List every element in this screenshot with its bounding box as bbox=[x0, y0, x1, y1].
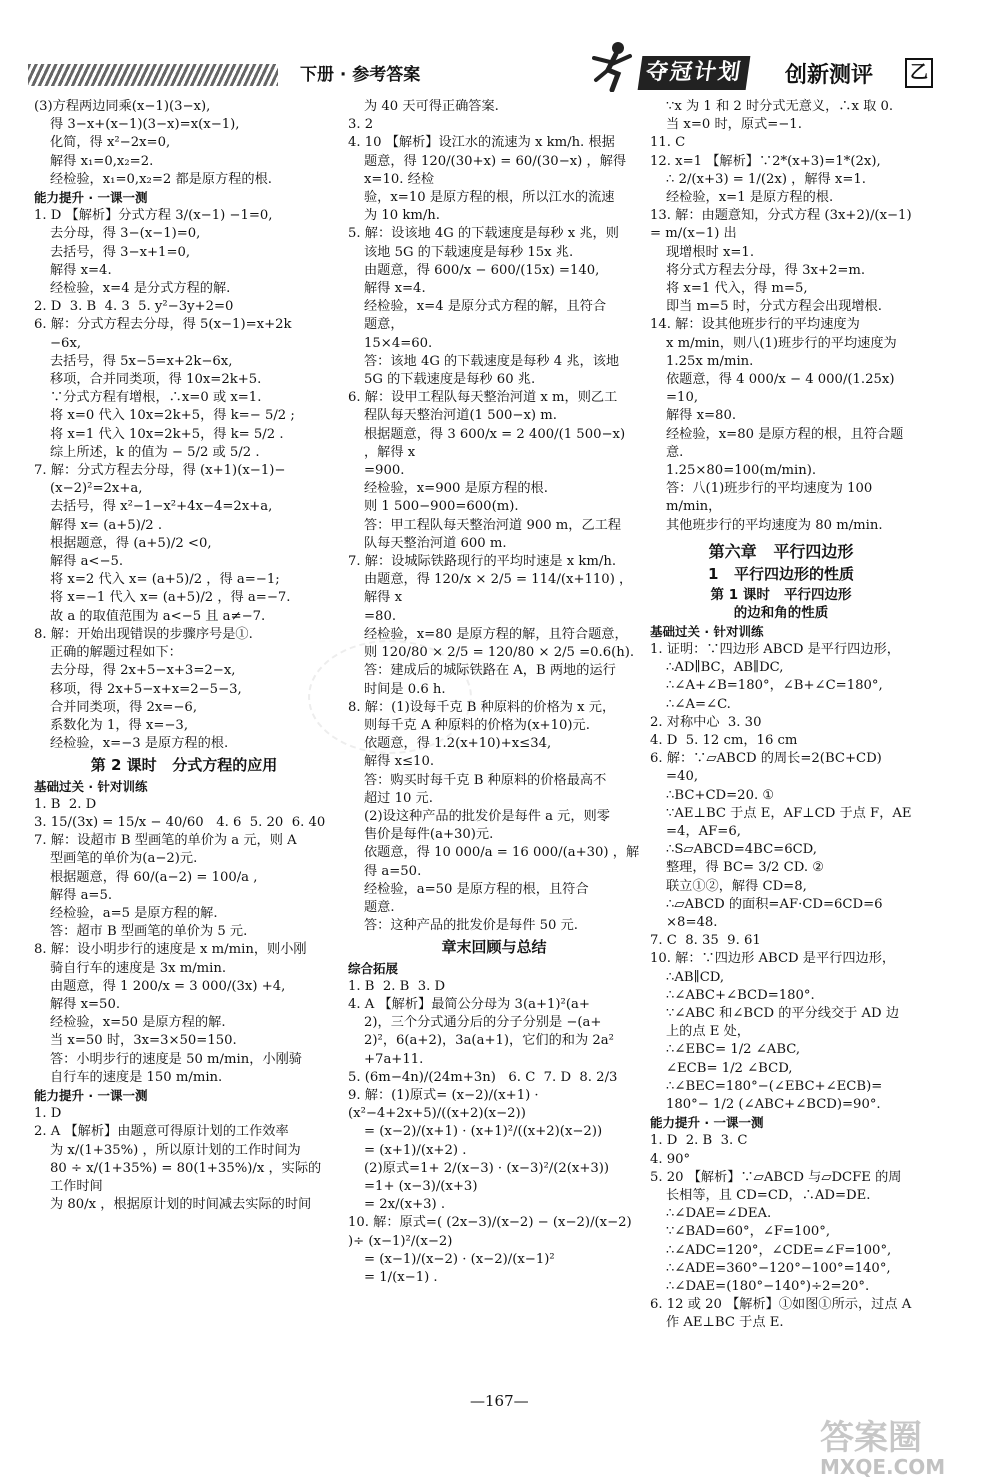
answer-line: 经检验，x=4 是分式方程的解. bbox=[50, 281, 231, 297]
answer-line: 1. D bbox=[34, 1106, 62, 1122]
answer-line: 12. x=1 【解析】∵2*(x+3)=1*(2x), bbox=[650, 153, 881, 169]
lesson-heading: 章末回顾与总结 bbox=[441, 938, 547, 957]
answer-line: ∴∠A=∠C. bbox=[666, 696, 731, 712]
answer-line: 根据题意，得 60/(a−2) = 100/a , bbox=[50, 869, 258, 885]
answer-line: 依题意，得 1.2(x+10)+x≤34, bbox=[364, 736, 552, 752]
answer-line: 依题意，得 10 000/a = 16 000/(a+30) ，解得 a=50. bbox=[364, 845, 640, 879]
answer-line: 则 120/80 × 2/5 = 120/80 × 2/5 =0.6(h). bbox=[364, 645, 635, 661]
answer-line: 队每天整治河道 600 m. bbox=[364, 535, 507, 551]
answer-line: 答：小明步行的速度是 50 m/min，小刚骑 bbox=[50, 1051, 302, 1067]
answer-line: 5. 解：设该地 4G 的下载速度是每秒 x 兆，则 bbox=[348, 226, 619, 242]
answer-line: 180°− 1/2 (∠ABC+∠BCD)=90°. bbox=[666, 1096, 881, 1112]
answer-line: 骑自行车的速度是 3x m/min. bbox=[50, 960, 227, 976]
answer-line: 故 a 的取值范围为 a<−5 且 a≠−7. bbox=[50, 608, 266, 624]
answer-line: 1. D 【解析】分式方程 3/(x−1) −1=0, bbox=[34, 208, 273, 224]
answer-line: = (x−1)/(x−2) · (x−2)/(x−1)² bbox=[364, 1251, 555, 1267]
answer-line: ∴AB∥CD, bbox=[666, 969, 725, 985]
answer-line: 经检验，x₁=0,x₂=2 都是原方程的根. bbox=[50, 171, 272, 187]
answer-line: 解得 x=4. bbox=[50, 262, 112, 278]
answer-line: 11. C bbox=[650, 135, 686, 151]
answer-line: 由题意，得 600/x − 600/(15x) =140, bbox=[364, 262, 600, 278]
answer-line: 7. C 8. 35 9. 61 bbox=[650, 933, 761, 949]
section-heading: 能力提升 · 一课一测 bbox=[650, 1115, 764, 1131]
answer-line: 整理，得 BC= 3/2 CD. ② bbox=[666, 860, 825, 876]
answer-line: 8. 解：开始出现错误的步骤序号是①. bbox=[34, 626, 253, 642]
answer-line: 经检验，x=900 是原方程的根. bbox=[364, 481, 548, 497]
watermark-text: 答案圈 bbox=[820, 1418, 922, 1458]
answer-line: 作 AE⊥BC 于点 E. bbox=[666, 1315, 784, 1331]
answer-line: 去括号，得 3−x+1=0, bbox=[50, 244, 191, 260]
answer-line: 10. 解：∵四边形 ABCD 是平行四边形， bbox=[650, 951, 896, 967]
answer-line: 将分式方程去分母，得 3x+2=m. bbox=[666, 262, 866, 278]
answer-line: 正确的解题过程如下： bbox=[50, 645, 182, 661]
answer-line: 将 x=2 代入 x= (a+5)/2 ，得 a=−1; bbox=[50, 572, 280, 588]
answer-line: 答：购买时每千克 B 种原料的价格最高不 bbox=[364, 772, 607, 788]
answer-line: 2. A 【解析】由题意可得原计划的工作效率 bbox=[34, 1124, 289, 1140]
answer-line: ∵∠BAD=60°，∠F=100°, bbox=[666, 1224, 831, 1240]
page-header bbox=[0, 0, 1000, 92]
answer-line: 为 40 天可得正确答案. bbox=[364, 99, 499, 114]
answer-line: ∴∠DAE=(180°−140°)÷2=20°. bbox=[666, 1279, 870, 1294]
answer-line: x m/min，则八(1)班步行的平均速度为 bbox=[666, 335, 897, 351]
answer-line: 答：这种产品的批发价是每件 50 元. bbox=[364, 918, 578, 934]
answer-line: 80 ÷ x/(1+35%) = 80(1+35%)/x ，实际的工作时间 bbox=[50, 1160, 322, 1194]
answer-line: 经检验，x=80 是原方程的根，且符合题意. bbox=[666, 426, 904, 460]
answer-line: = (x+1)/(x+2) . bbox=[364, 1142, 467, 1158]
answer-line: 经检验，a=50 是原方程的根，且符合 bbox=[364, 881, 589, 897]
answer-line: =4，AF=6, bbox=[666, 823, 741, 839]
answer-line: 答：甲工程队每天整治河道 900 m，乙工程 bbox=[364, 517, 622, 533]
answer-line: 经检验，x=80 是原方程的解，且符合题意， bbox=[364, 626, 628, 642]
lesson-heading: 的边和角的性质 bbox=[733, 605, 829, 622]
answer-line: 得 3−x+(x−1)(3−x)=x(x−1), bbox=[50, 117, 240, 133]
answer-line: ∴∠A+∠B=180°，∠B+∠C=180°, bbox=[666, 678, 883, 694]
answer-line: 1.25x m/min. bbox=[666, 353, 754, 369]
section-heading: 能力提升 · 一课一测 bbox=[34, 190, 148, 206]
answer-line: 10. 解：原式=( (2x−3)/(x−2) − (x−2)/(x−2) )÷ (x−1)²/(x−2) bbox=[348, 1215, 636, 1249]
answer-line: 化简，得 x²−2x=0, bbox=[50, 135, 171, 151]
header-hatch-decoration bbox=[28, 64, 278, 86]
answer-line: 解得 x=80. bbox=[666, 408, 737, 424]
answer-line: 超过 10 元. bbox=[364, 790, 433, 806]
answer-line: 现增根时 x=1. bbox=[666, 244, 755, 260]
answer-line: =900. bbox=[364, 463, 405, 479]
answer-line: −6x, bbox=[50, 335, 82, 351]
answer-line: 1. 证明：∵四边形 ABCD 是平行四边形， bbox=[650, 641, 900, 657]
answer-line: 解得 x≤10. bbox=[364, 754, 435, 770]
answer-column-middle bbox=[348, 98, 640, 1287]
answer-line: ∵x 为 1 和 2 时分式无意义，∴x 取 0. bbox=[666, 99, 894, 114]
answer-line: (2)原式=1+ 2/(x−3) · (x−3)²/(2(x+3)) bbox=[364, 1160, 610, 1176]
answer-line: 根据题意，得 3 600/x = 2 400/(1 500−x) ，解得 x bbox=[364, 426, 630, 460]
answer-line: 2. 对称中心 3. 30 bbox=[650, 714, 762, 730]
answer-line: 答：超市 B 型画笔的单价为 5 元. bbox=[50, 924, 248, 940]
answer-line: 上的点 E 处， bbox=[666, 1024, 750, 1040]
answer-line: 其他班步行的平均速度为 80 m/min. bbox=[666, 517, 883, 533]
runner-logo-icon bbox=[588, 40, 638, 92]
answer-line: ∴∠BEC=180°−(∠EBC+∠ECB)= bbox=[666, 1078, 883, 1094]
answer-line: 题意. bbox=[364, 899, 395, 915]
answer-line: 将 x=1 代入，得 m=5, bbox=[666, 281, 808, 297]
chapter-heading: 第六章 平行四边形 bbox=[708, 541, 854, 561]
lesson-heading: 1 平行四边形的性质 bbox=[707, 565, 855, 584]
answer-line: 题意，得 120/(30+x) = 60/(30−x) ，解得 x=10. 经检 bbox=[364, 153, 631, 187]
answer-line: 当 x=0 时，原式=−1. bbox=[666, 117, 802, 133]
answer-line: 解得 a<−5. bbox=[50, 554, 124, 570]
answer-line: 程队每天整治河道(1 500−x) m. bbox=[364, 408, 557, 424]
answer-line: ∵AE⊥BC 于点 E，AF⊥CD 于点 F，AE bbox=[666, 805, 912, 821]
answer-line: 该地 5G 的下载速度是每秒 15x 兆. bbox=[364, 244, 574, 260]
answer-line: 经检验，x=4 是原分式方程的解，且符合 bbox=[364, 299, 607, 315]
answer-line: 自行车的速度是 150 m/min. bbox=[50, 1069, 223, 1085]
answer-line: 5G 的下载速度是每秒 60 兆. bbox=[364, 372, 536, 388]
answer-line: 综上所述，k 的值为 − 5/2 或 5/2 . bbox=[50, 444, 260, 460]
section-heading: 基础过关 · 针对训练 bbox=[34, 778, 148, 794]
answer-line: 1. B 2. D bbox=[34, 796, 97, 812]
answer-column-left bbox=[34, 98, 334, 1214]
answer-line: 2)，三个分式通分后的分子分别是 −(a+ bbox=[364, 1015, 602, 1031]
answer-line: 为 x/(1+35%) ，所以原计划的工作时间为 bbox=[50, 1142, 301, 1158]
answer-line: 7. 解：设超市 B 型画笔的单价为 a 元，则 A bbox=[34, 833, 297, 849]
answer-line: 验，x=10 是原方程的根，所以江水的流速 bbox=[364, 190, 615, 206]
watermark-url: MXQE.COM bbox=[820, 1455, 946, 1479]
answer-line: 3. 2 bbox=[348, 117, 374, 133]
answer-line: 14. 解：设其他班步行的平均速度为 bbox=[650, 317, 860, 333]
header-title: 下册 · 参考答案 bbox=[300, 65, 421, 85]
answer-line: 解得 x=50. bbox=[50, 996, 121, 1012]
answer-line: 为 80/x ，根据原计划的时间减去实际的时间 bbox=[50, 1197, 312, 1213]
answer-line: 即当 m=5 时，分式方程会出现增根. bbox=[666, 299, 882, 315]
answer-line: 型画笔的单价为(a−2)元. bbox=[50, 851, 198, 867]
grade-badge: 乙 bbox=[905, 58, 933, 88]
answer-line: 合并同类项，得 2x=−6, bbox=[50, 699, 198, 715]
answer-line: 题意， bbox=[364, 317, 404, 333]
answer-line: ∴∠ADE=360°−120°−100°=140°, bbox=[666, 1260, 891, 1276]
answer-line: 将 x=−1 代入 x= (a+5)/2 ，得 a=−7. bbox=[50, 590, 291, 606]
answer-line: = (x−2)/(x+1) · (x+1)²/((x+2)(x−2)) bbox=[364, 1124, 603, 1140]
lesson-heading: 第 1 课时 平行四边形 bbox=[710, 587, 852, 604]
answer-line: 解得 x₁=0,x₂=2. bbox=[50, 153, 154, 169]
series-name: 创新测评 bbox=[785, 63, 874, 88]
answer-line: 依题意，得 4 000/x − 4 000/(1.25x) =10, bbox=[666, 372, 899, 406]
answer-line: 长相等，且 CD=CD，∴AD=DE. bbox=[666, 1187, 871, 1203]
answer-line: 根据题意，得 (a+5)/2 <0, bbox=[50, 535, 212, 551]
brand-logo: 夺冠计划 bbox=[638, 56, 751, 90]
answer-line: 则 1 500−900=600(m). bbox=[364, 499, 519, 515]
answer-line: 去分母，得 3−(x−1)=0, bbox=[50, 226, 201, 242]
answer-line: ∵∠ABC 和∠BCD 的平分线交于 AD 边 bbox=[666, 1005, 900, 1021]
answer-line: 经检验，x=50 是原方程的解. bbox=[50, 1015, 226, 1031]
answer-line: = 1/(x−1) . bbox=[364, 1270, 438, 1285]
answer-line: ∴ 2/(x+3) = 1/(2x) ，解得 x=1. bbox=[666, 171, 866, 187]
answer-line: 移项，合并同类项，得 10x=2k+5. bbox=[50, 372, 262, 388]
answer-line: ∴BC+CD=20. ① bbox=[666, 787, 775, 803]
answer-line: 3. 15/(3x) = 15/x − 40/60 4. 6 5. 20 6. 40 bbox=[34, 814, 326, 830]
answer-line: 去分母，得 2x+5−x+3=2−x, bbox=[50, 663, 236, 679]
answer-line: 6. 解：分式方程去分母，得 5(x−1)=x+2k bbox=[34, 317, 292, 333]
answer-line: 1. B 2. B 3. D bbox=[348, 978, 446, 994]
answer-line: ∴AD∥BC，AB∥DC, bbox=[666, 660, 784, 676]
answer-line: (3)方程两边同乘(x−1)(3−x), bbox=[34, 99, 211, 114]
answer-line: ∴S▱ABCD=4BC=6CD, bbox=[666, 842, 817, 858]
answer-line: ∴∠ADC=120°，∠CDE=∠F=100°, bbox=[666, 1242, 892, 1258]
answer-line: 6. 解：∵▱ABCD 的周长=2(BC+CD) bbox=[650, 751, 882, 767]
answer-line: =80. bbox=[364, 608, 397, 624]
answer-line: 2)²，6(a+2)，3a(a+1)，它们的和为 2a² bbox=[364, 1033, 614, 1049]
answer-line: 解得 a=5. bbox=[50, 887, 113, 903]
section-heading: 基础过关 · 针对训练 bbox=[650, 623, 764, 639]
answer-line: +7a+11. bbox=[364, 1051, 424, 1067]
answer-line: 为 10 km/h. bbox=[364, 208, 440, 224]
answer-line: ×8=48. bbox=[666, 914, 718, 930]
answer-line: 9. 解：(1)原式= (x−2)/(x+1) · (x²−4+2x+5)/((x+2)(x−2)) bbox=[348, 1087, 543, 1122]
answer-line: 将 x=1 代入 10x=2k+5，得 k= 5/2 . bbox=[50, 426, 284, 442]
answer-line: 5. 20 【解析】∵▱ABCD 与▱DCFE 的周 bbox=[650, 1169, 902, 1185]
answer-line: 15×4=60. bbox=[364, 335, 433, 351]
answer-line: 4. 10 【解析】设江水的流速为 x km/h. 根据 bbox=[348, 135, 615, 151]
answer-line: 将 x=0 代入 10x=2k+5，得 k=− 5/2 ; bbox=[50, 408, 295, 424]
answer-line: 去括号，得 x²−1−x²+4x−4=2x+a, bbox=[50, 499, 273, 515]
watermark-logo bbox=[820, 1410, 990, 1479]
answer-line: 5. (6m−4n)/(24m+3n) 6. C 7. D 8. 2/3 bbox=[348, 1069, 618, 1085]
answer-line: (2)设这种产品的批发价是每件 a 元，则零 bbox=[364, 808, 610, 824]
answer-line: ∴▱ABCD 的面积=AF·CD=6CD=6 bbox=[666, 896, 883, 912]
answer-line: 经检验，x=−3 是原方程的根. bbox=[50, 736, 229, 752]
answer-line: 则每千克 A 种原料的价格为(x+10)元. bbox=[364, 717, 590, 733]
answer-line: 7. 解：设城际铁路现行的平均时速是 x km/h. bbox=[348, 554, 617, 570]
answer-column-right bbox=[650, 98, 916, 1333]
answer-line: 7. 解：分式方程去分母，得 (x+1)(x−1)− bbox=[34, 463, 286, 479]
answer-line: 答：八(1)班步行的平均速度为 100 m/min， bbox=[666, 481, 877, 515]
answer-line: 8. 解：设小明步行的速度是 x m/min，则小刚 bbox=[34, 942, 307, 958]
answer-line: 系数化为 1，得 x=−3, bbox=[50, 717, 189, 733]
answer-line: 由题意，得 120/x × 2/5 = 114/(x+110) ，解得 x bbox=[364, 572, 633, 606]
answer-line: 答：该地 4G 的下载速度是每秒 4 兆，该地 bbox=[364, 353, 620, 369]
page-number: —167— bbox=[470, 1392, 529, 1410]
section-heading: 能力提升 · 一课一测 bbox=[34, 1087, 148, 1103]
answer-line: = 2x/(x+3) . bbox=[364, 1197, 446, 1213]
answer-line: =1+ (x−3)/(x+3) bbox=[364, 1178, 478, 1194]
answer-line: 解得 x= (a+5)/2 . bbox=[50, 517, 163, 533]
answer-line: 13. 解：由题意知，分式方程 (3x+2)/(x−1) = m/(x−1) 出 bbox=[650, 208, 916, 242]
answer-line: 经检验，x=1 是原方程的根. bbox=[666, 190, 834, 206]
answer-line: 时间是 0.6 h. bbox=[364, 681, 446, 697]
answer-line: 4. A 【解析】最简公分母为 3(a+1)²(a+ bbox=[348, 996, 590, 1012]
lesson-heading: 第 2 课时 分式方程的应用 bbox=[90, 756, 278, 775]
answer-line: 联立①②，解得 CD=8, bbox=[666, 878, 807, 894]
answer-line: 当 x=50 时，3x=3×50=150. bbox=[50, 1033, 237, 1049]
answer-line: 1.25×80=100(m/min). bbox=[666, 463, 817, 479]
answer-line: ∠ECB= 1/2 ∠BCD, bbox=[666, 1060, 793, 1076]
answer-line: ∴∠ABC+∠BCD=180°. bbox=[666, 987, 815, 1003]
section-heading: 综合拓展 bbox=[348, 960, 399, 976]
answer-line: 由题意，得 1 200/x = 3 000/(3x) +4, bbox=[50, 978, 286, 994]
answer-line: 6. 解：设甲工程队每天整治河道 x m，则乙工 bbox=[348, 390, 618, 406]
answer-line: 8. 解：(1)设每千克 B 种原料的价格为 x 元， bbox=[348, 699, 616, 715]
answer-line: ∴∠DAE=∠DEA. bbox=[666, 1206, 772, 1222]
answer-line: 2. D 3. B 4. 3 5. y²−3y+2=0 bbox=[34, 299, 234, 315]
answer-line: 解得 x=4. bbox=[364, 281, 426, 297]
answer-line: 4. 90° bbox=[650, 1151, 691, 1167]
answer-line: 4. D 5. 12 cm，16 cm bbox=[650, 732, 798, 748]
answer-line: 去括号，得 5x−5=x+2k−6x, bbox=[50, 353, 233, 369]
answer-line: ∴∠EBC= 1/2 ∠ABC, bbox=[666, 1042, 801, 1058]
answer-line: 1. D 2. B 3. C bbox=[650, 1133, 748, 1149]
answer-line: 经检验，a=5 是原方程的解. bbox=[50, 905, 218, 921]
answer-line: 6. 12 或 20 【解析】①如图①所示，过点 A bbox=[650, 1297, 912, 1313]
answer-line: (x−2)²=2x+a, bbox=[50, 481, 143, 497]
answer-line: 答：建成后的城际铁路在 A，B 两地的运行 bbox=[364, 663, 616, 679]
answer-line: ∵分式方程有增根，∴x=0 或 x=1. bbox=[50, 390, 262, 406]
answer-line: 移项，得 2x+5−x+x=2−5−3, bbox=[50, 681, 242, 697]
answer-line: =40, bbox=[666, 769, 699, 785]
answer-line: 售价是每件(a+30)元. bbox=[364, 827, 494, 843]
